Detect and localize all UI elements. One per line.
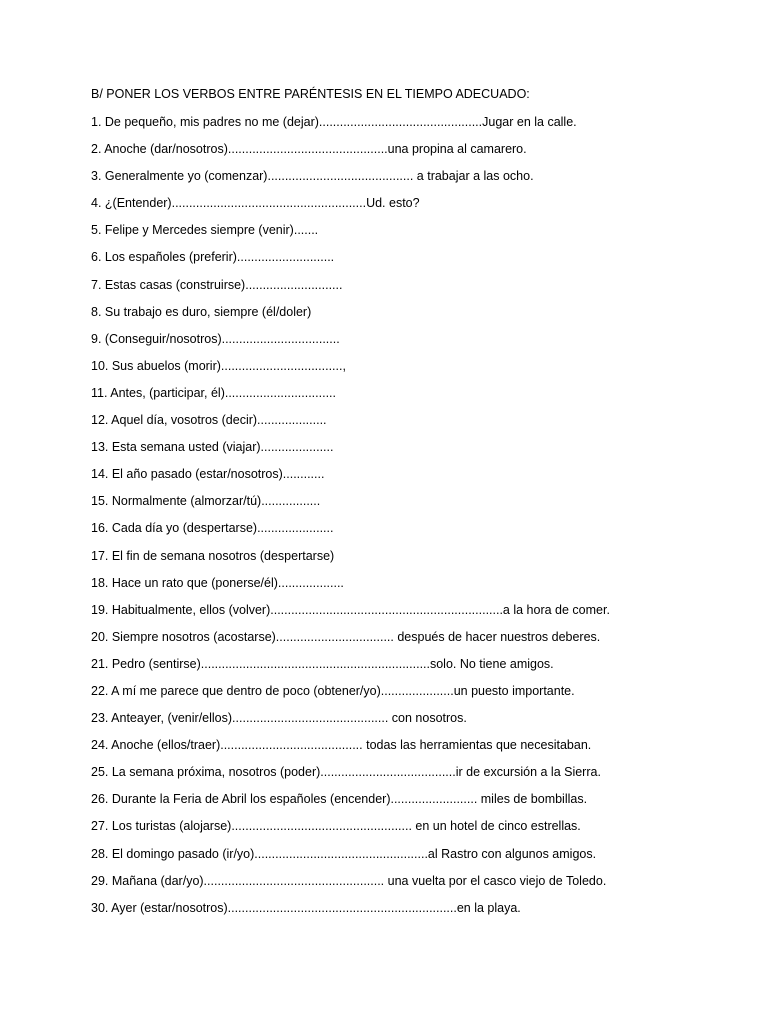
exercise-item: 19. Habitualmente, ellos (volver)...................................................................a la hora de comer. <box>91 602 610 617</box>
exercise-item: 10. Sus abuelos (morir)..................................., <box>91 358 346 373</box>
exercise-item: 8. Su trabajo es duro, siempre (él/doler) <box>91 304 312 319</box>
exercise-item: 21. Pedro (sentirse)..................................................................solo. No tiene amigos. <box>91 656 554 671</box>
exercise-item: 28. El domingo pasado (ir/yo)..................................................al Rastro con algunos amigos. <box>91 846 597 861</box>
exercise-item: 15. Normalmente (almorzar/tú)................. <box>91 494 321 509</box>
exercise-item: 20. Siempre nosotros (acostarse).................................. después de hacer nuestros deberes. <box>91 629 601 644</box>
exercise-item: 18. Hace un rato que (ponerse/él)................... <box>91 575 344 590</box>
exercise-item: 3. Generalmente yo (comenzar).......................................... a trabajar a las ocho. <box>91 169 534 184</box>
exercise-item: 6. Los españoles (preferir)............................ <box>91 250 335 265</box>
exercise-item: 5. Felipe y Mercedes siempre (venir)....... <box>91 223 319 238</box>
exercise-item: 22. A mí me parece que dentro de poco (obtener/yo).....................un puesto importante. <box>91 683 575 698</box>
exercise-item: 27. Los turistas (alojarse).................................................... en un hotel de cinco estrellas. <box>91 819 581 834</box>
worksheet-title: B/ PONER LOS VERBOS ENTRE PARÉNTESIS EN EL TIEMPO ADECUADO: <box>91 87 530 101</box>
exercise-item: 2. Anoche (dar/nosotros)..............................................una propina al camarero. <box>91 142 527 157</box>
exercise-item: 13. Esta semana usted (viajar)..................... <box>91 440 334 455</box>
exercise-item: 24. Anoche (ellos/traer)......................................... todas las herramientas que necesitaban. <box>91 738 592 753</box>
exercise-item: 26. Durante la Feria de Abril los españoles (encender)......................... miles de bombillas. <box>91 792 588 807</box>
exercise-item: 11. Antes, (participar, él)................................ <box>91 385 336 400</box>
exercise-item: 4. ¿(Entender)........................................................Ud. esto? <box>91 196 420 211</box>
exercise-item: 30. Ayer (estar/nosotros)..................................................................en la playa. <box>91 900 521 915</box>
exercise-item: 29. Mañana (dar/yo).................................................... una vuelta por el casco viejo de Toledo. <box>91 873 607 888</box>
exercise-item: 17. El fin de semana nosotros (despertarse) <box>91 548 335 563</box>
exercise-item: 12. Aquel día, vosotros (decir).................... <box>91 413 327 428</box>
exercise-item: 1. De pequeño, mis padres no me (dejar)...............................................Jugar en la calle. <box>91 115 577 129</box>
exercise-item: 16. Cada día yo (despertarse)...................... <box>91 521 334 536</box>
exercise-item: 25. La semana próxima, nosotros (poder).......................................ir de excursión a la Sierra. <box>91 765 601 780</box>
exercise-item: 7. Estas casas (construirse)............................ <box>91 277 343 292</box>
exercise-item: 9. (Conseguir/nosotros).................................. <box>91 331 340 346</box>
exercise-item: 23. Anteayer, (venir/ellos)............................................. con nosotros. <box>91 711 467 726</box>
exercise-item: 14. El año pasado (estar/nosotros)............ <box>91 467 325 482</box>
exercise-list <box>91 113 610 926</box>
